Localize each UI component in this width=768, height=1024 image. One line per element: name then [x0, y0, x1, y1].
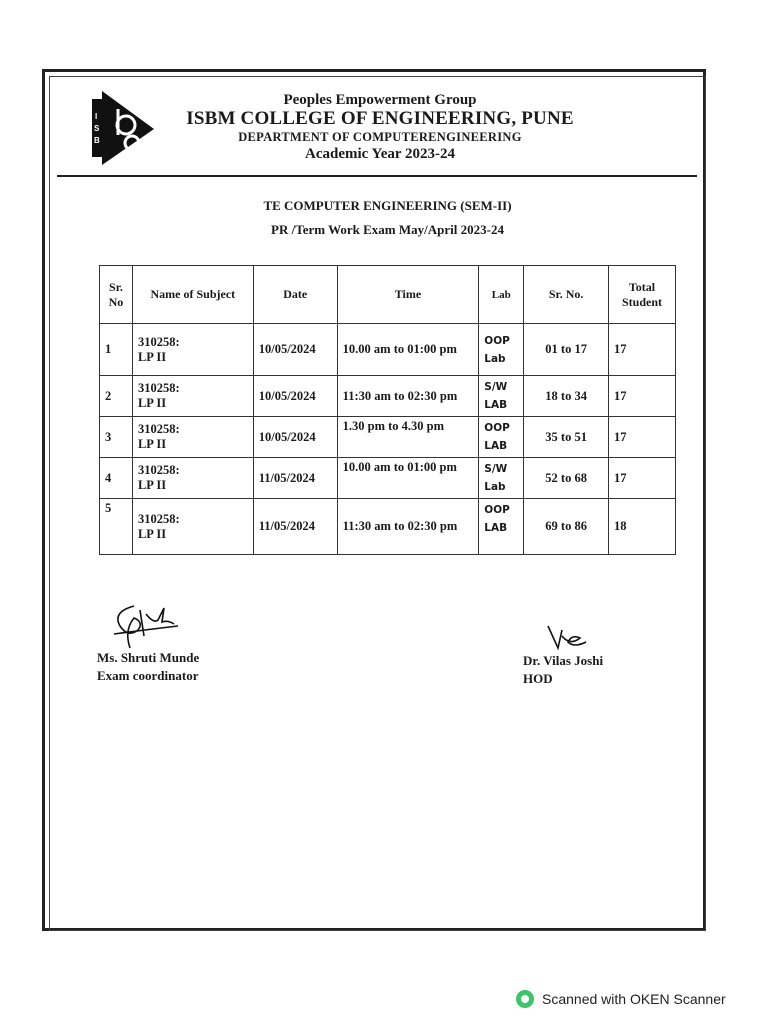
header-total: Total Student [609, 266, 676, 324]
scanner-logo-icon [516, 990, 534, 1008]
row-sr: 2 [100, 376, 133, 417]
exam-schedule-table [99, 265, 676, 555]
scanner-label: Scanned with OKEN Scanner [542, 991, 726, 1007]
college-name: ISBM COLLEGE OF ENGINEERING, PUNE [186, 108, 574, 129]
exam-subtitle: PR /Term Work Exam May/April 2023-24 [271, 222, 504, 237]
hod-role: HOD [523, 671, 553, 686]
row-date: 10/05/2024 [253, 376, 337, 417]
row-total: 17 [609, 324, 676, 376]
row-sr: 1 [100, 324, 133, 376]
row-subject: 310258: LP II [132, 376, 253, 417]
header-time: Time [337, 266, 479, 324]
svg-text:I: I [95, 112, 98, 121]
row-lab: OOP LAB [479, 499, 524, 555]
row-range: 35 to 51 [524, 417, 609, 458]
row-time: 11:30 am to 02:30 pm [337, 376, 479, 417]
department-name: DEPARTMENT OF COMPUTERENGINEERING [238, 130, 522, 144]
row-range: 01 to 17 [524, 324, 609, 376]
table-row [100, 499, 676, 555]
college-logo [88, 89, 158, 167]
row-subject: 310258: LP II [132, 324, 253, 376]
header-date: Date [253, 266, 337, 324]
table-row [100, 458, 676, 499]
group-name: Peoples Empowerment Group [283, 92, 477, 108]
row-sr: 3 [100, 417, 133, 458]
header-range: Sr. No. [524, 266, 609, 324]
row-date: 11/05/2024 [253, 499, 337, 555]
row-date: 10/05/2024 [253, 324, 337, 376]
row-subject: 310258: LP II [132, 417, 253, 458]
row-subject: 310258: LP II [132, 499, 253, 555]
coordinator-role: Exam coordinator [97, 668, 199, 683]
row-range: 52 to 68 [524, 458, 609, 499]
row-lab: OOP Lab [479, 324, 524, 376]
header-subject: Name of Subject [132, 266, 253, 324]
row-time: 1.30 pm to 4.30 pm [337, 417, 479, 458]
header-lab: Lab [479, 266, 524, 324]
row-total: 17 [609, 458, 676, 499]
scanner-watermark [516, 990, 726, 1008]
hod-name: Dr. Vilas Joshi [523, 653, 604, 668]
row-lab: S/W LAB [479, 376, 524, 417]
row-time: 11:30 am to 02:30 pm [337, 499, 479, 555]
row-lab: S/W Lab [479, 458, 524, 499]
academic-year: Academic Year 2023-24 [305, 146, 455, 162]
row-time: 10.00 am to 01:00 pm [337, 324, 479, 376]
table-header-row [100, 266, 676, 324]
row-range: 69 to 86 [524, 499, 609, 555]
row-total: 17 [609, 376, 676, 417]
row-subject: 310258: LP II [132, 458, 253, 499]
coordinator-signature [104, 600, 184, 656]
row-date: 11/05/2024 [253, 458, 337, 499]
row-sr: 5 [100, 499, 133, 555]
row-sr: 4 [100, 458, 133, 499]
table-row [100, 417, 676, 458]
coordinator-name: Ms. Shruti Munde [97, 650, 200, 665]
row-total: 18 [609, 499, 676, 555]
exam-title: TE COMPUTER ENGINEERING (SEM-II) [263, 198, 512, 213]
table-row [100, 324, 676, 376]
svg-text:B: B [94, 136, 100, 145]
row-date: 10/05/2024 [253, 417, 337, 458]
hod-signature [544, 620, 590, 654]
header-divider [57, 175, 697, 177]
row-total: 17 [609, 417, 676, 458]
row-lab: OOP LAB [479, 417, 524, 458]
header-sr-no: Sr. No [100, 266, 133, 324]
svg-text:S: S [94, 124, 100, 133]
row-time: 10.00 am to 01:00 pm [337, 458, 479, 499]
table-row [100, 376, 676, 417]
row-range: 18 to 34 [524, 376, 609, 417]
